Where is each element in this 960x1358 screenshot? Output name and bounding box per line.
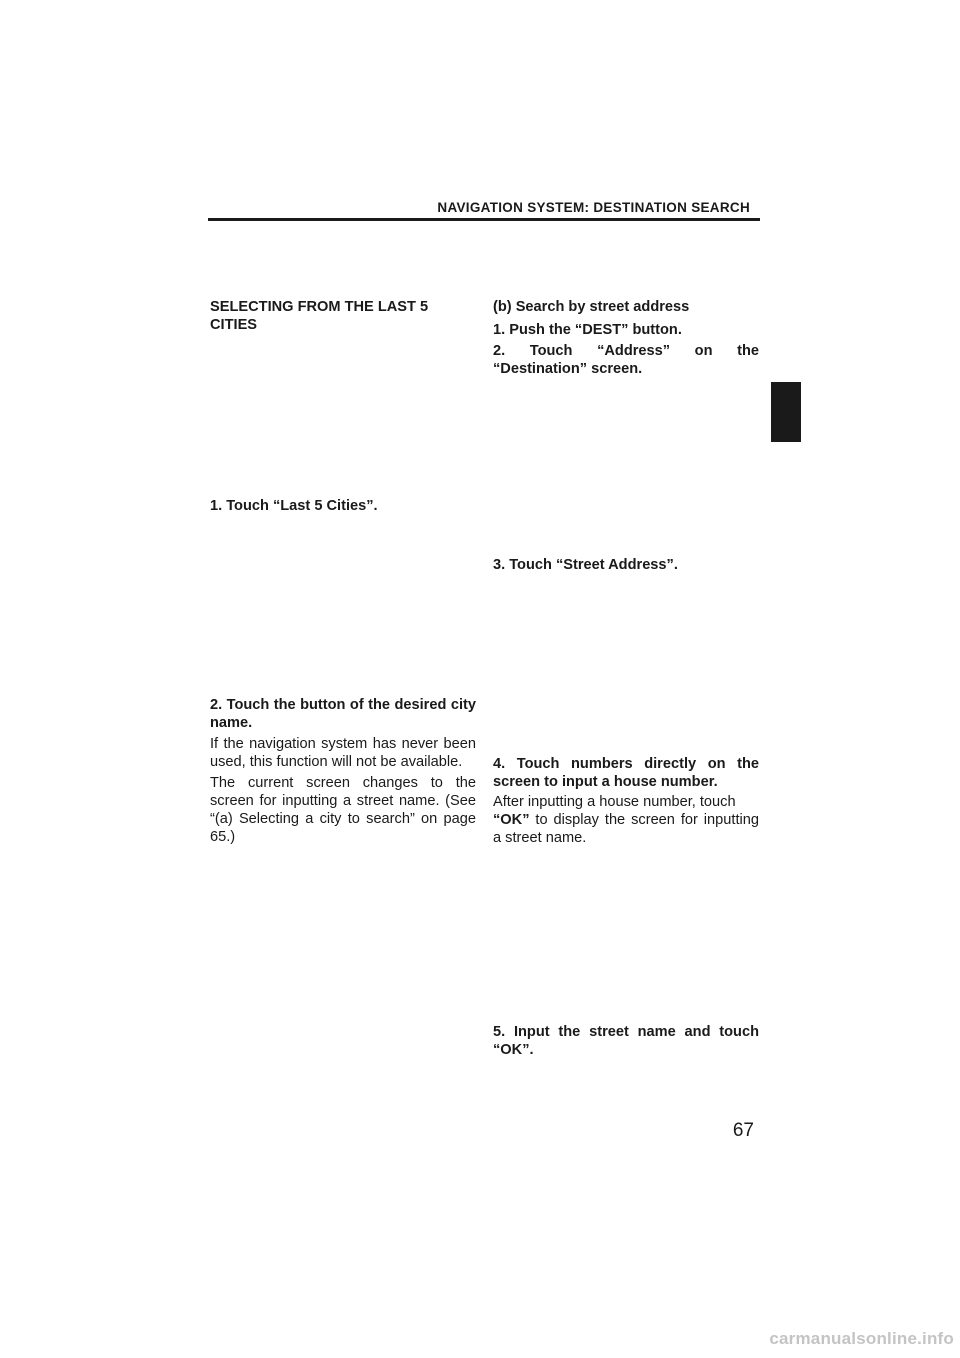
step-2-touch-city-button: 2. Touch the button of the desired city name.: [210, 697, 476, 731]
ok-label: “OK”: [493, 812, 530, 828]
step-2-touch-address: 2. Touch “Address” on the “Destination” screen.: [493, 343, 759, 377]
running-header: NAVIGATION SYSTEM: DESTINATION SEARCH: [437, 200, 750, 215]
note-text-before: After inputting a house number, touch: [493, 794, 736, 810]
note-after-house-number: [493, 793, 759, 847]
note-never-used: If the navigation system has never been used, this function will not be available.: [210, 736, 476, 770]
step-3-touch-street-address: 3. Touch “Street Address”.: [493, 557, 678, 573]
section-tab-marker: [771, 382, 801, 442]
note-text-after: to display the screen for inputting a street name.: [493, 812, 759, 846]
watermark: carmanualsonline.info: [769, 1329, 954, 1348]
page-number: 67: [732, 1120, 754, 1141]
section-heading-last-5-cities: SELECTING FROM THE LAST 5 CITIES: [210, 299, 429, 333]
step-1-push-dest: 1. Push the “DEST” button.: [493, 322, 682, 338]
step-1-touch-last-5-cities: 1. Touch “Last 5 Cities”.: [210, 498, 378, 514]
step-5-input-street-name: 5. Input the street name and touch “OK”.: [493, 1024, 759, 1058]
header-rule: [208, 218, 760, 221]
subsection-heading-street-address: (b) Search by street address: [493, 299, 690, 315]
note-screen-changes: The current screen changes to the screen for inputting a street name. (See “(a) Selecting a city to search” on page 65.): [210, 775, 476, 845]
step-4-input-house-number: 4. Touch numbers directly on the screen to input a house number.: [493, 756, 759, 790]
